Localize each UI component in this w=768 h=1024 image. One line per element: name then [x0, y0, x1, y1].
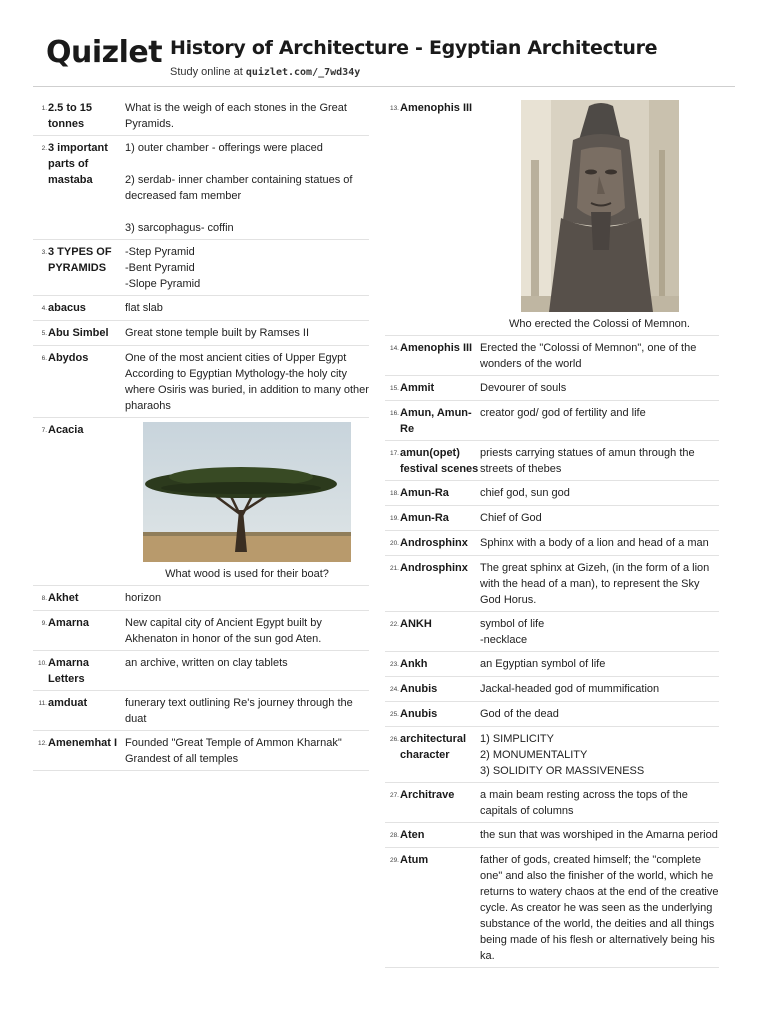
- card-definition: 1) outer chamber - offerings were placed 2) serdab- inner chamber containing statues of decreased fam member 3) sarcophagus- coffin: [125, 142, 353, 234]
- card-term: Amenemhat I: [48, 737, 118, 749]
- card-number: 22.: [389, 621, 399, 628]
- card-term: Ammit: [400, 382, 435, 394]
- card-definition: 1) SIMPLICITY 2) MONUMENTALITY 3) SOLIDITY OR MASSIVENESS: [480, 733, 645, 777]
- card-2: [33, 136, 369, 240]
- card-image-definition: [480, 100, 719, 332]
- card-number: 6.: [41, 355, 47, 362]
- card-term: Architrave: [400, 789, 455, 801]
- card-20: [385, 531, 719, 556]
- card-8: [33, 586, 369, 611]
- card-term: Amun-Ra: [400, 487, 449, 499]
- card-definition: the sun that was worshiped in the Amarna period: [480, 829, 718, 841]
- card-3: [33, 240, 369, 296]
- card-number: 18.: [389, 490, 399, 497]
- card-number: 5.: [41, 330, 47, 337]
- card-4: [33, 296, 369, 321]
- card-22: [385, 612, 719, 652]
- card-number: 12.: [37, 740, 47, 747]
- card-15: [385, 376, 719, 401]
- card-number: 27.: [389, 792, 399, 799]
- card-definition: The great sphinx at Gizeh, (in the form of a lion with the head of a man), to represent the Sky God Horus.: [480, 562, 710, 606]
- card-definition: priests carrying statues of amun through the streets of thebes: [480, 447, 695, 475]
- card-23: [385, 652, 719, 677]
- card-term: abacus: [48, 302, 86, 314]
- card-definition: What is the weigh of each stones in the Great Pyramids.: [125, 102, 347, 130]
- card-number: 8.: [41, 595, 47, 602]
- card-definition: father of gods, created himself; the "complete one" and also the finisher of the world, which he returns to watery chaos at the end of the creative cycle. As creator he was seen as the underlying substance of the world, the deities and all things being made of his flesh or alternatively being his ka.: [480, 854, 719, 962]
- card-term: Anubis: [400, 683, 438, 695]
- card-number: 9.: [41, 620, 47, 627]
- card-19: [385, 506, 719, 531]
- card-term: Amarna Letters: [48, 657, 89, 685]
- study-prefix: Study online at: [170, 66, 246, 78]
- card-5: [33, 321, 369, 346]
- card-number: 26.: [389, 736, 399, 743]
- card-27: [385, 783, 719, 823]
- card-6: [33, 346, 369, 418]
- card-number: 4.: [41, 305, 47, 312]
- card-definition: Erected the "Colossi of Memnon", one of the wonders of the world: [480, 342, 697, 370]
- card-term: 3 important parts of mastaba: [48, 142, 108, 186]
- card-term: Amun, Amun-Re: [400, 407, 472, 435]
- card-17: [385, 441, 719, 481]
- card-number: 25.: [389, 711, 399, 718]
- left-column: [33, 96, 369, 771]
- card-number: 7.: [41, 427, 47, 434]
- card-term: 3 TYPES OF PYRAMIDS: [48, 246, 112, 274]
- card-term: Amenophis III: [400, 102, 473, 114]
- card-number: 17.: [389, 450, 399, 457]
- card-definition: chief god, sun god: [480, 487, 570, 499]
- card-25: [385, 702, 719, 727]
- card-term: ANKH: [400, 618, 432, 630]
- card-26: [385, 727, 719, 783]
- header-divider: [33, 86, 735, 87]
- study-online-line: [170, 66, 360, 78]
- quizlet-logo[interactable]: Quizlet: [46, 35, 163, 70]
- card-definition: funerary text outlining Re's journey through the duat: [125, 697, 353, 725]
- card-number: 28.: [389, 832, 399, 839]
- card-12: [33, 731, 369, 771]
- card-definition: One of the most ancient cities of Upper Egypt According to Egyptian Mythology-the holy city where Osiris was buried, in addition to many other pharaohs: [125, 352, 369, 412]
- card-definition: Chief of God: [480, 512, 542, 524]
- card-term: Amarna: [48, 617, 89, 629]
- card-number: 14.: [389, 345, 399, 352]
- card-definition: symbol of life -necklace: [480, 618, 545, 646]
- card-number: 24.: [389, 686, 399, 693]
- card-definition: What wood is used for their boat?: [165, 568, 329, 580]
- card-term: Androsphinx: [400, 562, 468, 574]
- card-definition: flat slab: [125, 302, 163, 314]
- card-number: 1.: [41, 105, 47, 112]
- card-definition: horizon: [125, 592, 162, 604]
- card-image-definition: [125, 422, 369, 582]
- card-11: [33, 691, 369, 731]
- card-number: 3.: [41, 249, 47, 256]
- card-number: 29.: [389, 857, 399, 864]
- page-title: History of Architecture - Egyptian Architecture: [170, 37, 658, 59]
- card-number: 13.: [389, 105, 399, 112]
- card-term: Amenophis III: [400, 342, 473, 354]
- card-number: 2.: [41, 145, 47, 152]
- card-number: 11.: [38, 700, 47, 707]
- card-definition: Devourer of souls: [480, 382, 567, 394]
- card-definition: Founded "Great Temple of Ammon Kharnak" Grandest of all temples: [125, 737, 342, 765]
- card-definition: a main beam resting across the tops of the capitals of columns: [480, 789, 688, 817]
- card-29: [385, 848, 719, 968]
- card-definition: New capital city of Ancient Egypt built by Akhenaton in honor of the sun god Aten.: [125, 617, 322, 645]
- card-term: Abu Simbel: [48, 327, 109, 339]
- card-definition: Who erected the Colossi of Memnon.: [509, 318, 690, 330]
- card-definition: creator god/ god of fertility and life: [480, 407, 646, 419]
- card-21: [385, 556, 719, 612]
- card-definition: God of the dead: [480, 708, 559, 720]
- card-number: 21.: [389, 565, 399, 572]
- card-term: Anubis: [400, 708, 438, 720]
- card-term: Abydos: [48, 352, 89, 364]
- card-number: 20.: [389, 540, 399, 547]
- page-header: [0, 0, 768, 88]
- card-14: [385, 336, 719, 376]
- card-13: [385, 96, 719, 336]
- card-definition: an archive, written on clay tablets: [125, 657, 288, 669]
- card-number: 23.: [389, 661, 399, 668]
- card-term: amun(opet) festival scenes: [400, 447, 479, 475]
- card-number: 16.: [389, 410, 399, 417]
- card-9: [33, 611, 369, 651]
- pharaoh-statue-image: [521, 100, 679, 312]
- card-term: Amun-Ra: [400, 512, 449, 524]
- card-7: [33, 418, 369, 586]
- acacia-tree-image: [143, 422, 351, 562]
- card-term: Ankh: [400, 658, 428, 670]
- card-18: [385, 481, 719, 506]
- card-16: [385, 401, 719, 441]
- card-number: 19.: [389, 515, 399, 522]
- right-column: [385, 96, 719, 968]
- card-term: Acacia: [48, 424, 84, 436]
- card-term: Akhet: [48, 592, 79, 604]
- card-1: [33, 96, 369, 136]
- card-term: Androsphinx: [400, 537, 468, 549]
- card-term: Aten: [400, 829, 425, 841]
- card-term: architectural character: [400, 733, 467, 761]
- card-definition: an Egyptian symbol of life: [480, 658, 606, 670]
- card-term: Atum: [400, 854, 429, 866]
- card-number: 15.: [389, 385, 399, 392]
- card-term: amduat: [48, 697, 88, 709]
- card-24: [385, 677, 719, 702]
- card-definition: Jackal-headed god of mummification: [480, 683, 660, 695]
- card-definition: -Step Pyramid -Bent Pyramid -Slope Pyramid: [125, 246, 201, 290]
- card-definition: Sphinx with a body of a lion and head of a man: [480, 537, 709, 549]
- card-term: 2.5 to 15 tonnes: [48, 102, 93, 130]
- card-definition: Great stone temple built by Ramses II: [125, 327, 310, 339]
- card-28: [385, 823, 719, 848]
- card-number: 10.: [37, 660, 47, 667]
- study-url-link[interactable]: quizlet.com/_7wd34y: [245, 67, 361, 78]
- card-10: [33, 651, 369, 691]
